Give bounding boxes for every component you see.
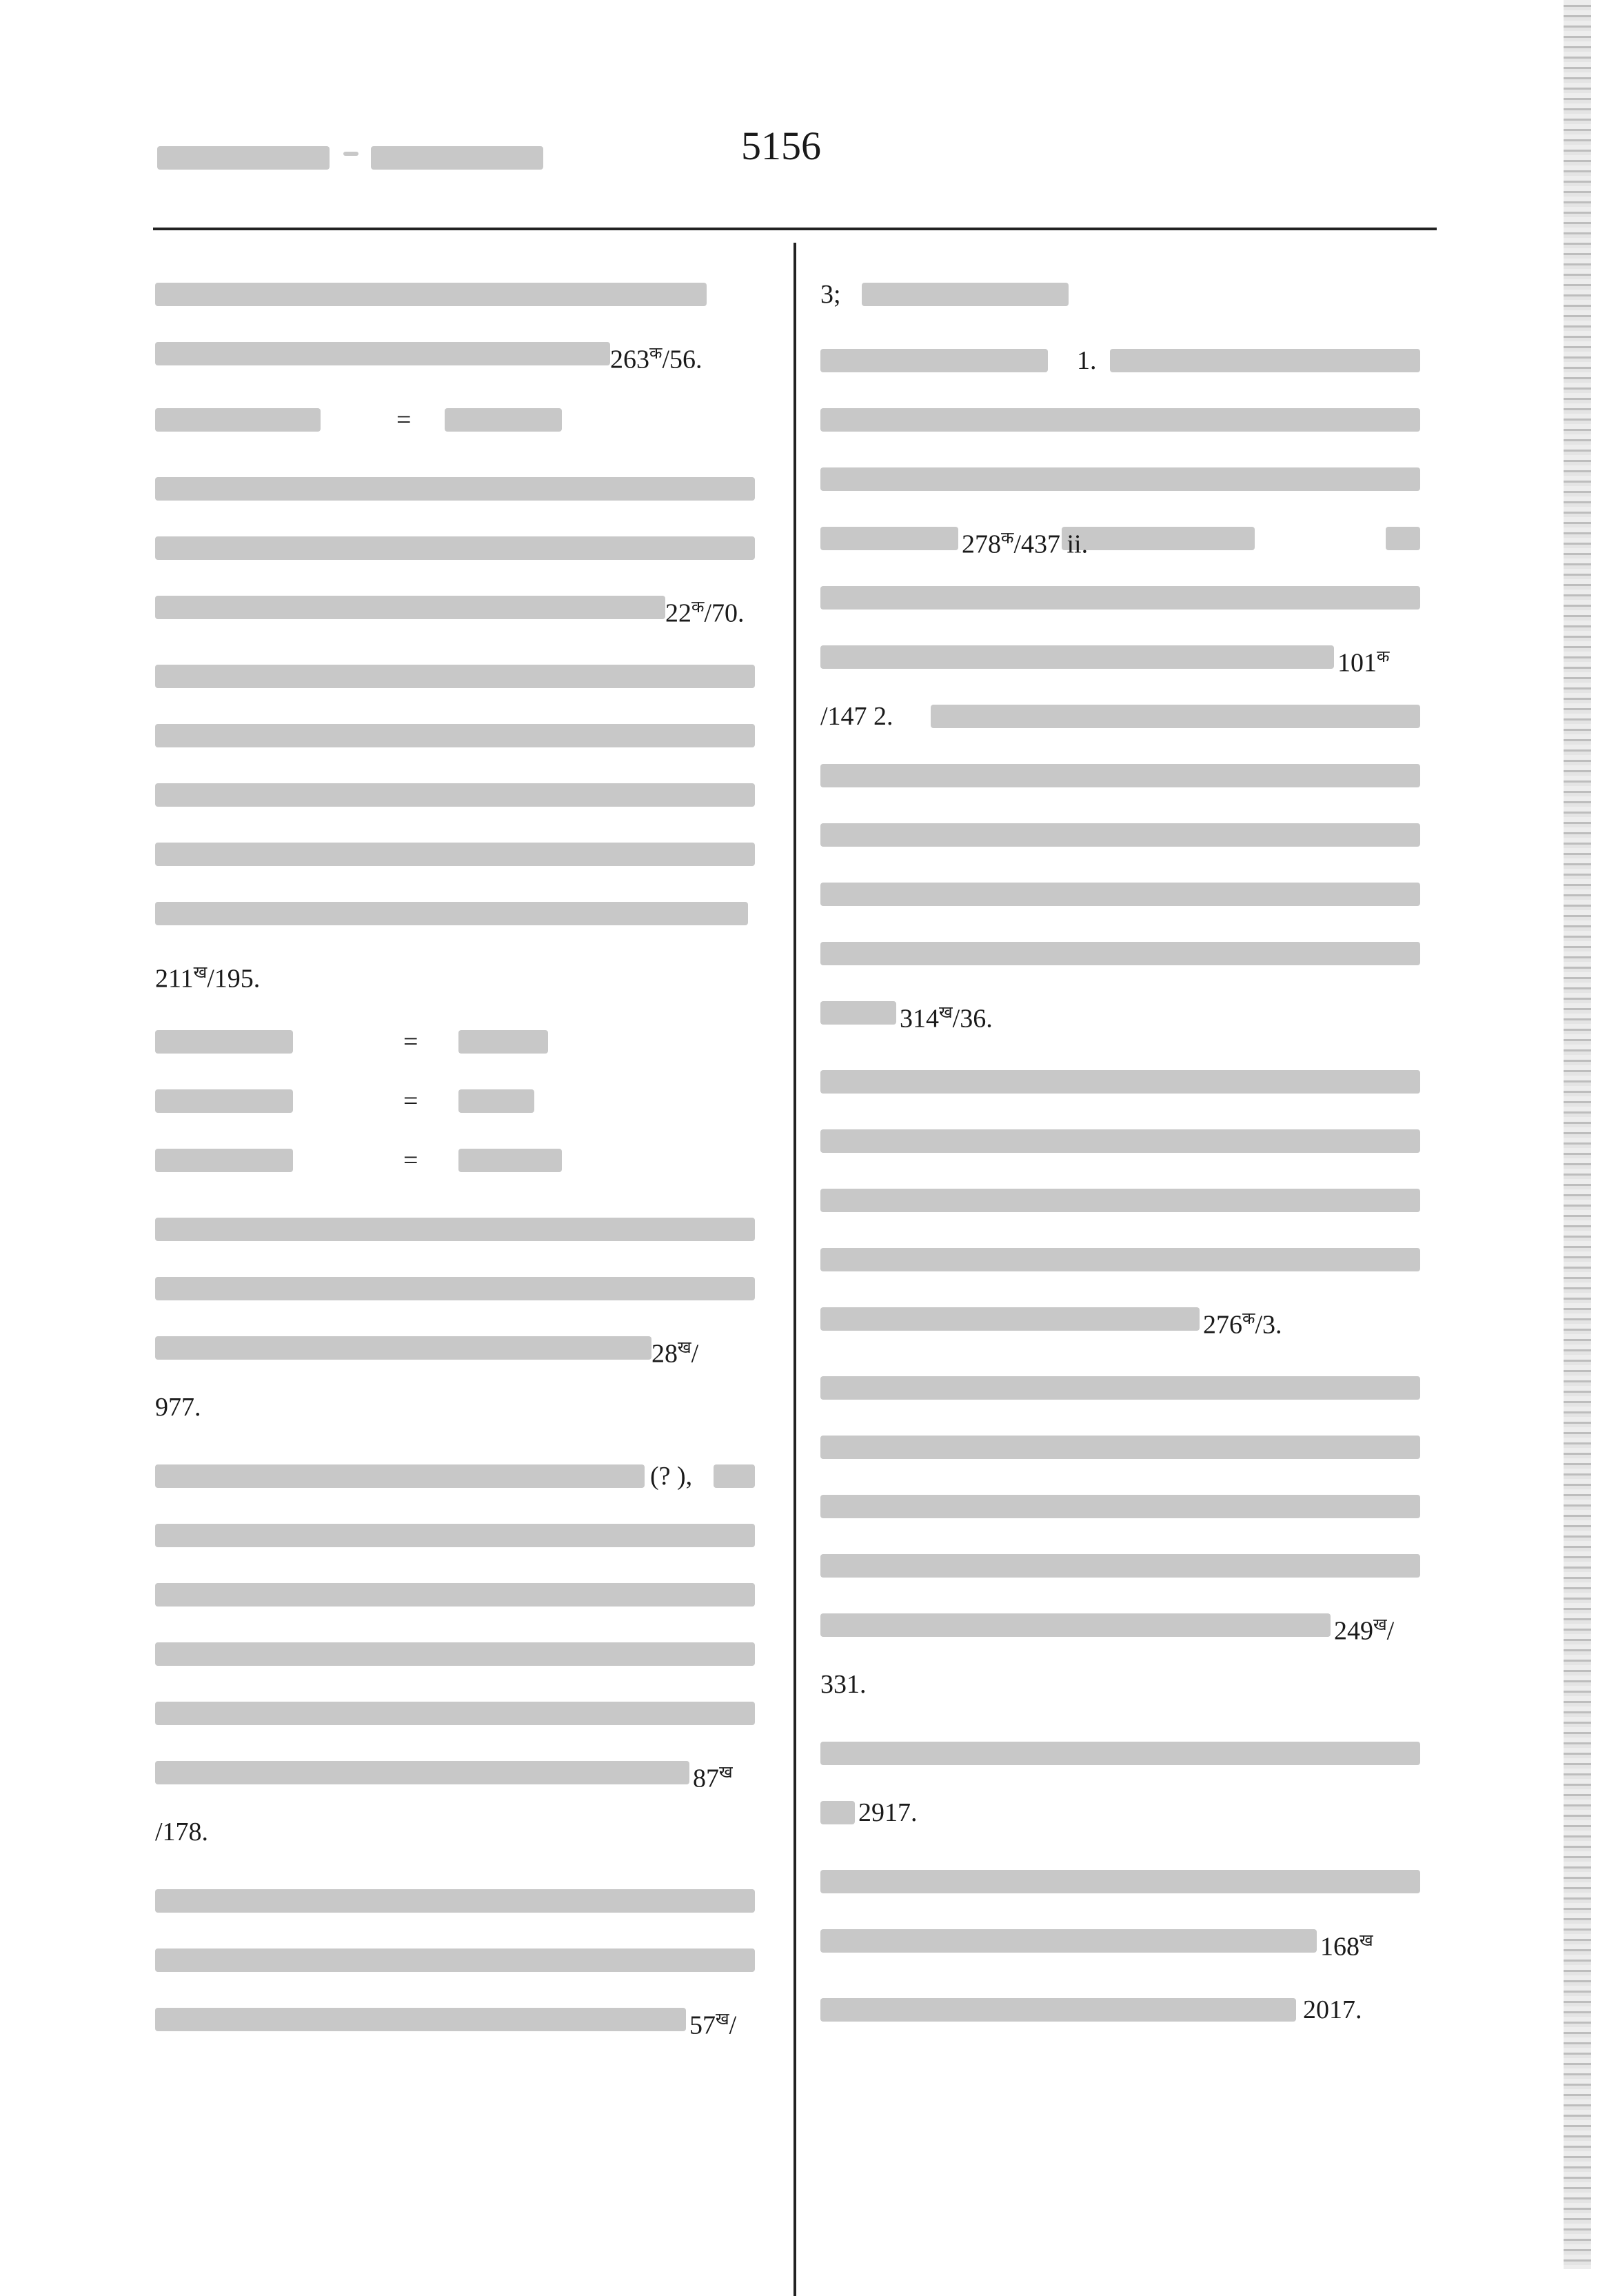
- entry-line: [155, 885, 772, 945]
- unrendered-script-text: [155, 1218, 755, 1241]
- unrendered-script-text: [820, 586, 1420, 610]
- unrendered-script-text: [155, 1889, 755, 1913]
- unrendered-script-text: [155, 2008, 686, 2031]
- entry-line: [820, 1784, 1437, 1844]
- reference-text: [403, 1026, 418, 1058]
- unrendered-script-text: [458, 1149, 562, 1172]
- dictionary-entry: [155, 1201, 772, 1438]
- entry-line: [155, 1320, 772, 1379]
- reference-text: (?: [650, 1462, 678, 1491]
- entry-line: [820, 1291, 1437, 1350]
- entry-line: [820, 1982, 1437, 2041]
- dictionary-entry: [155, 461, 772, 638]
- unrendered-script-text: [155, 536, 755, 560]
- entry-line: [155, 392, 772, 451]
- reference-text: /: [691, 1339, 699, 1369]
- entry-line: [820, 925, 1437, 985]
- entry-line: [155, 1991, 772, 2051]
- reference-text: /: [729, 2011, 737, 2040]
- folio-side-mark: क: [1001, 530, 1014, 547]
- entry-line: [820, 1853, 1437, 1913]
- reference-text: 2017.: [1303, 1995, 1362, 2024]
- unrendered-script-text: [820, 764, 1420, 787]
- reference-text: /147 2.: [820, 702, 893, 731]
- entry-line: [155, 461, 772, 520]
- entry-line: [820, 392, 1437, 451]
- reference-text: 57: [689, 2011, 716, 2040]
- entry-line: [820, 807, 1437, 866]
- entry-line: [155, 325, 772, 385]
- reference-text: [1303, 1994, 1362, 2026]
- unrendered-script-text: [155, 1030, 293, 1054]
- entry-line: [820, 1656, 1437, 1715]
- reference-text: =: [403, 1146, 418, 1175]
- unrendered-script-text: [155, 1149, 293, 1172]
- entry-line: [155, 1379, 772, 1438]
- reference-text: [1320, 1925, 1373, 1963]
- unrendered-script-text: [155, 1642, 755, 1666]
- entry-line: [155, 1567, 772, 1626]
- unrendered-script-text: [820, 1376, 1420, 1400]
- right-column: [820, 256, 1437, 2041]
- unrendered-script-text: [820, 1613, 1331, 1637]
- reference-text: [693, 1757, 733, 1795]
- entry-line: [820, 1913, 1437, 1972]
- dictionary-entry: [820, 332, 1437, 1044]
- reference-text: [403, 1145, 418, 1176]
- unrendered-script-text: [155, 1583, 755, 1607]
- entry-line: [820, 570, 1437, 629]
- reference-text: 278: [962, 530, 1001, 559]
- reference-text: [858, 1797, 918, 1829]
- unrendered-script-text: [155, 1089, 293, 1113]
- entry-line: [155, 826, 772, 885]
- unrendered-script-text: [820, 1129, 1420, 1153]
- reference-text: =: [403, 1087, 418, 1116]
- reference-text: /56.: [662, 345, 703, 374]
- reference-text: [155, 957, 260, 995]
- unrendered-script-text: [820, 1929, 1317, 1953]
- entry-line: [820, 747, 1437, 807]
- entry-line: [820, 1113, 1437, 1172]
- folio-side-mark: ख: [716, 2011, 729, 2028]
- unrendered-script-text: [820, 1070, 1420, 1094]
- unrendered-script-text: [155, 1524, 755, 1547]
- reference-text: 211: [155, 964, 194, 994]
- unrendered-script-text: [155, 1948, 755, 1972]
- reference-text: [689, 2004, 736, 2042]
- reference-text: [1334, 1609, 1394, 1647]
- reference-text: 314: [900, 1004, 939, 1034]
- entry-line: [155, 767, 772, 826]
- unrendered-script-text: [445, 408, 562, 432]
- entry-line: [155, 945, 772, 1004]
- reference-text: 22: [665, 598, 691, 628]
- unrendered-script-text: [155, 477, 755, 501]
- unrendered-script-text: [820, 1248, 1420, 1271]
- entry-line: [820, 1725, 1437, 1784]
- unrendered-script-text: [155, 1761, 689, 1784]
- entry-line: [155, 648, 772, 707]
- unrendered-script-text: [155, 1464, 645, 1488]
- entry-line: [155, 1626, 772, 1685]
- dictionary-entry: [155, 1014, 772, 1191]
- unrendered-script-text: [155, 1702, 755, 1725]
- entry-line: [155, 1744, 772, 1804]
- reference-text: [665, 592, 745, 630]
- entry-line: [155, 1932, 772, 1991]
- unrendered-script-text: [820, 942, 1420, 965]
- dictionary-entry: [155, 1448, 772, 1863]
- reference-text: 249: [1334, 1616, 1373, 1646]
- dictionary-entry: [820, 1853, 1437, 1972]
- unrendered-script-text: [820, 823, 1420, 847]
- entry-line: [820, 1360, 1437, 1419]
- dictionary-entry: [820, 1360, 1437, 1715]
- unrendered-script-text: [1110, 349, 1420, 372]
- reference-text: [962, 523, 1088, 561]
- reference-text: 331.: [820, 1670, 867, 1699]
- unrendered-script-text: [155, 902, 748, 925]
- entry-line: [820, 985, 1437, 1044]
- unrendered-script-text: [820, 645, 1334, 669]
- reference-text: /178.: [155, 1817, 209, 1846]
- unrendered-script-text: [155, 596, 665, 619]
- entry-line: [155, 1448, 772, 1507]
- entry-line: [820, 1538, 1437, 1597]
- entry-line: [820, 866, 1437, 925]
- left-column: [155, 256, 772, 2051]
- reference-text: /: [1386, 1616, 1395, 1646]
- unrendered-script-text: [155, 283, 707, 306]
- reference-text: [403, 1085, 418, 1117]
- entry-line: [820, 1054, 1437, 1113]
- unrendered-script-text: [820, 883, 1420, 906]
- dictionary-entry: [155, 266, 772, 385]
- reference-text: [155, 1816, 208, 1848]
- reference-text: [155, 1391, 201, 1423]
- reference-text: 977.: [155, 1393, 201, 1422]
- reference-text: 1.: [1077, 346, 1097, 375]
- reference-text: =: [396, 405, 412, 434]
- reference-text: 168: [1320, 1932, 1360, 1962]
- folio-side-mark: क: [1377, 648, 1390, 666]
- entry-line: [820, 1172, 1437, 1231]
- folio-side-mark: ख: [1360, 1932, 1373, 1950]
- reference-text: [651, 1332, 698, 1370]
- unrendered-script-text: [714, 1464, 755, 1488]
- reference-text: [650, 1460, 692, 1492]
- unrendered-script-text: [820, 527, 958, 550]
- entry-line: [820, 688, 1437, 747]
- folio-side-mark: ख: [193, 964, 208, 982]
- reference-text: /3.: [1255, 1310, 1282, 1340]
- folio-side-mark: क: [691, 598, 705, 616]
- reference-text: 3;: [820, 280, 841, 309]
- dictionary-entry: [820, 1982, 1437, 2041]
- reference-text: ),: [677, 1462, 693, 1491]
- reference-text: 276: [1203, 1310, 1242, 1340]
- unrendered-script-text: [820, 1870, 1420, 1893]
- reference-text: /70.: [704, 598, 745, 628]
- folio-side-mark: ख: [719, 1764, 733, 1782]
- unrendered-script-text: [155, 1336, 651, 1360]
- column-divider: [794, 243, 796, 2296]
- entry-line: [820, 451, 1437, 510]
- page-number: 5156: [741, 123, 821, 168]
- reference-text: 2917.: [858, 1798, 918, 1827]
- entry-line: [155, 1804, 772, 1863]
- unrendered-script-text: [820, 1001, 896, 1025]
- dictionary-entry: [820, 1725, 1437, 1844]
- entry-line: [820, 1419, 1437, 1478]
- reference-text: [1077, 345, 1097, 376]
- unrendered-script-text: [155, 408, 321, 432]
- unrendered-script-text: [820, 1189, 1420, 1212]
- unrendered-script-text: [820, 1436, 1420, 1459]
- reference-text: [1337, 641, 1389, 679]
- entry-line: [820, 629, 1437, 688]
- reference-text: [610, 338, 703, 376]
- entry-line: [155, 266, 772, 325]
- reference-text: [820, 1669, 867, 1700]
- unrendered-script-text: [820, 1495, 1420, 1518]
- entry-line: [155, 1201, 772, 1260]
- dictionary-entry: [155, 1873, 772, 2051]
- entry-line: [155, 579, 772, 638]
- unrendered-script-text: [820, 1554, 1420, 1578]
- reference-text: 101: [1337, 648, 1377, 678]
- reference-text: [1203, 1303, 1282, 1341]
- entry-line: [155, 1260, 772, 1320]
- unrendered-script-text: [820, 349, 1048, 372]
- entry-line: [155, 1685, 772, 1744]
- unrendered-script-text: [155, 783, 755, 807]
- running-head-tibetan: [157, 137, 543, 178]
- unrendered-script-text: [155, 1277, 755, 1300]
- unrendered-script-text: [458, 1030, 548, 1054]
- entry-line: [155, 520, 772, 579]
- entry-line: [155, 1073, 772, 1132]
- reference-text: /195.: [207, 964, 261, 994]
- folio-side-mark: क: [649, 345, 663, 363]
- unrendered-script-text: [1386, 527, 1420, 550]
- folio-side-mark: क: [1242, 1310, 1255, 1328]
- entry-line: [820, 266, 1437, 325]
- dictionary-entry: [155, 392, 772, 451]
- unrendered-script-text: [862, 283, 1069, 306]
- unrendered-script-text: [820, 1998, 1296, 2022]
- unrendered-script-text: [820, 1307, 1200, 1331]
- header-rule: [153, 228, 1437, 230]
- unrendered-script-text: [155, 665, 755, 688]
- unrendered-script-text: [820, 467, 1420, 491]
- entry-line: [820, 332, 1437, 392]
- unrendered-script-text: [931, 705, 1420, 728]
- dictionary-entry: [155, 648, 772, 1004]
- reference-text: [820, 701, 893, 732]
- entry-line: [155, 1014, 772, 1073]
- reference-text: 87: [693, 1764, 719, 1793]
- reference-text: [820, 279, 841, 310]
- dictionary-entry: [820, 1054, 1437, 1350]
- entry-line: [820, 1597, 1437, 1656]
- entry-line: [155, 707, 772, 767]
- reference-text: 28: [651, 1339, 678, 1369]
- unrendered-script-text: [458, 1089, 534, 1113]
- unrendered-script-text: [820, 408, 1420, 432]
- entry-line: [820, 1231, 1437, 1291]
- folio-side-mark: ख: [678, 1339, 691, 1357]
- folio-side-mark: ख: [939, 1004, 953, 1022]
- reference-text: /437 ii.: [1013, 530, 1089, 559]
- entry-line: [155, 1507, 772, 1567]
- reference-text: /36.: [952, 1004, 993, 1034]
- reference-text: 263: [610, 345, 649, 374]
- reference-text: [396, 404, 411, 436]
- unrendered-script-text: [1062, 527, 1255, 550]
- entry-line: [820, 510, 1437, 570]
- unrendered-script-text: [820, 1742, 1420, 1765]
- unrendered-script-text: [155, 724, 755, 747]
- entry-line: [820, 1478, 1437, 1538]
- folio-side-mark: ख: [1373, 1616, 1387, 1634]
- unrendered-script-text: [155, 843, 755, 866]
- reference-text: =: [403, 1027, 418, 1056]
- dictionary-entry: [820, 266, 1437, 325]
- scanned-page-edge: [1564, 0, 1591, 2269]
- reference-text: [900, 997, 993, 1035]
- entry-line: [155, 1132, 772, 1191]
- entry-line: [155, 1873, 772, 1932]
- unrendered-script-text: [820, 1801, 855, 1824]
- unrendered-script-text: [155, 342, 610, 365]
